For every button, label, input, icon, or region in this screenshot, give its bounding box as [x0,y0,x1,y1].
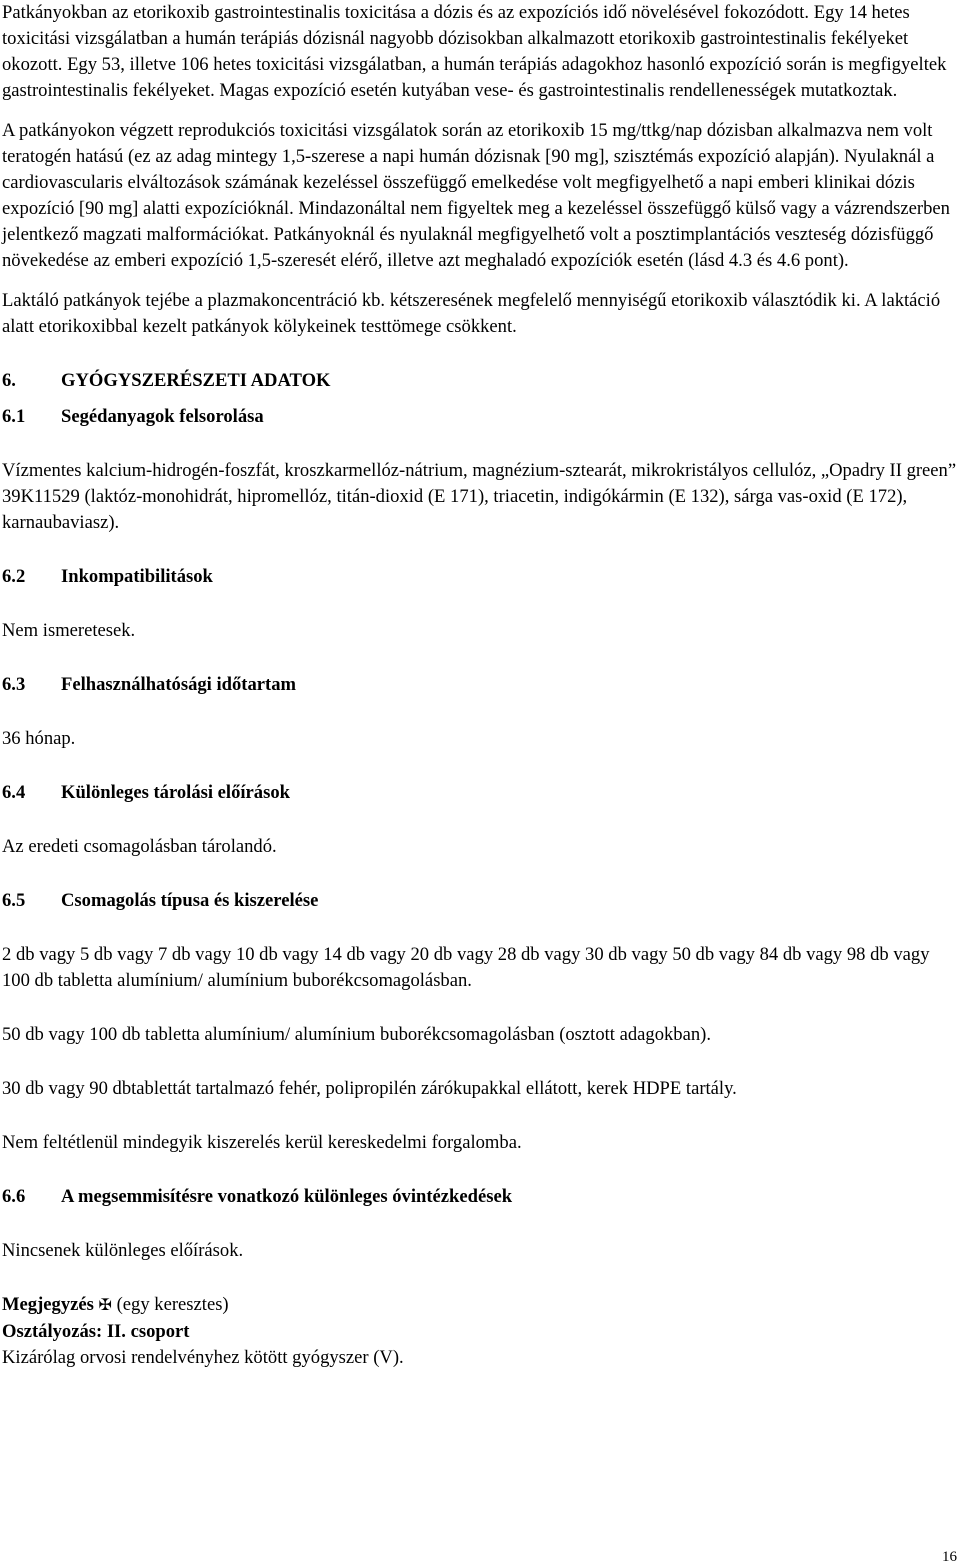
section-6-6-number: 6.6 [2,1186,26,1207]
section-6-6-heading [2,1184,957,1210]
section-6-3-title: Felhasználhatósági időtartam [61,674,297,695]
pack-sizes-unit-dose: 50 db vagy 100 db tabletta alumínium/ alumínium buborékcsomagolásban (osztott adagokban). [2,1024,711,1045]
section-6-1-title: Segédanyagok felsorolása [61,406,264,427]
disposal-text: Nincsenek különleges előírások. [2,1240,244,1261]
section-6-3-number: 6.3 [2,674,26,695]
shelf-life-text: 36 hónap. [2,728,76,749]
document-page [2,0,957,1371]
section-6-number: 6. [2,370,16,391]
page-number: 16 [942,1549,957,1565]
storage-text: Az eredeti csomagolásban tárolandó. [2,836,277,857]
section-6-5-number: 6.5 [2,890,26,911]
section-6-1-number: 6.1 [2,406,26,427]
section-6-title: GYÓGYSZERÉSZETI ADATOK [61,370,331,391]
section-6-1-heading [2,404,957,430]
prescription-line: Kizárólag orvosi rendelvényhez kötött gyógyszer (V). [2,1347,404,1368]
note-line [2,1292,957,1319]
section-6-4-title: Különleges tárolási előírások [61,782,290,803]
section-6-4-number: 6.4 [2,782,26,803]
incompatibilities-text: Nem ismeretesek. [2,620,136,641]
section-6-heading [2,368,957,394]
section-6-2-number: 6.2 [2,566,26,587]
note-label: Megjegyzés [2,1294,94,1315]
paragraph-gastro-toxicity: Patkányokban az etorikoxib gastrointestinalis toxicitása a dózis és az expozíciós idő növelésével fokozódott. Egy 14 hetes toxicitási vizsgálatban a humán terápiás dózisnál nagyobb dózisokban alkalmazott etorikoxib gastrointestinalis fekélyeket okozott. Egy 53, illetve 106 hetes toxicitási vizsgálatban, a humán terápiás adagokhoz hasonló expozíció során is megfigyeltek gastrointestinalis fekélyeket. Magas expozíció esetén kutyában vese- és gastrointestinalis rendellenességek mutatkoztak. [2,2,947,101]
pack-sizes-note: Nem feltétlenül mindegyik kiszerelés kerül kereskedelmi forgalomba. [2,1132,522,1153]
section-6-2-heading [2,564,957,590]
classification-line: Osztályozás: II. csoport [2,1321,190,1342]
section-6-4-heading [2,780,957,806]
section-6-3-heading [2,672,957,698]
cross-icon: ✠ [98,1297,112,1314]
section-6-5-title: Csomagolás típusa és kiszerelése [61,890,319,911]
pack-sizes-blister: 2 db vagy 5 db vagy 7 db vagy 10 db vagy 14 db vagy 20 db vagy 28 db vagy 30 db vagy 50 db vagy 84 db vagy 98 db vagy 100 db tabletta alumínium/ alumínium buborékcsomagolásban. [2,944,930,991]
section-6-6-title: A megsemmisítésre vonatkozó különleges óvintézkedések [61,1186,513,1207]
pack-sizes-bottle: 30 db vagy 90 dbtablettát tartalmazó fehér, polipropilén zárókupakkal ellátott, kerek HDPE tartály. [2,1078,737,1099]
note-text: (egy keresztes) [116,1294,229,1315]
section-6-5-heading [2,888,957,914]
paragraph-reproductive-toxicity: A patkányokon végzett reprodukciós toxicitási vizsgálatok során az etorikoxib 15 mg/ttkg/nap dózisban alkalmazva nem volt teratogén hatású (ez az adag mintegy 1,5-szerese a napi humán dózisnak [90 mg], szisztémás expozíció alapján). Nyulaknál a cardiovascularis elváltozások számának kezeléssel összefüggő emelkedése volt megfigyelhető a napi emberi klinikai dózis expozíció [90 mg] alatti expozícióknál. Mindazonáltal nem figyeltek meg a kezeléssel összefüggő külső vagy a vázrendszerben jelentkező magzati malformációkat. Patkányoknál és nyulaknál megfigyelhető volt a posztimplantációs veszteség dózisfüggő növekedése az emberi expozíció 1,5-szeresét elérő, illetve azt meghaladó expozíciók esetén (lásd 4.3 és 4.6 pont). [2,120,950,271]
paragraph-lactation: Laktáló patkányok tejébe a plazmakoncentráció kb. kétszeresének megfelelő mennyiségű etorikoxib választódik ki. A laktáció alatt etorikoxibbal kezelt patkányok kölykeinek testtömege csökkent. [2,290,941,337]
section-6-2-title: Inkompatibilitások [61,566,213,587]
excipients-list: Vízmentes kalcium-hidrogén-foszfát, kroszkarmellóz-nátrium, magnézium-sztearát, mikrokristályos cellulóz, „Opadry II green” 39K11529 (laktóz-monohidrát, hipromellóz, titán-dioxid (E 171), triacetin, indigókármin (E 132), sárga vas-oxid (E 172), karnaubaviasz). [2,460,957,533]
